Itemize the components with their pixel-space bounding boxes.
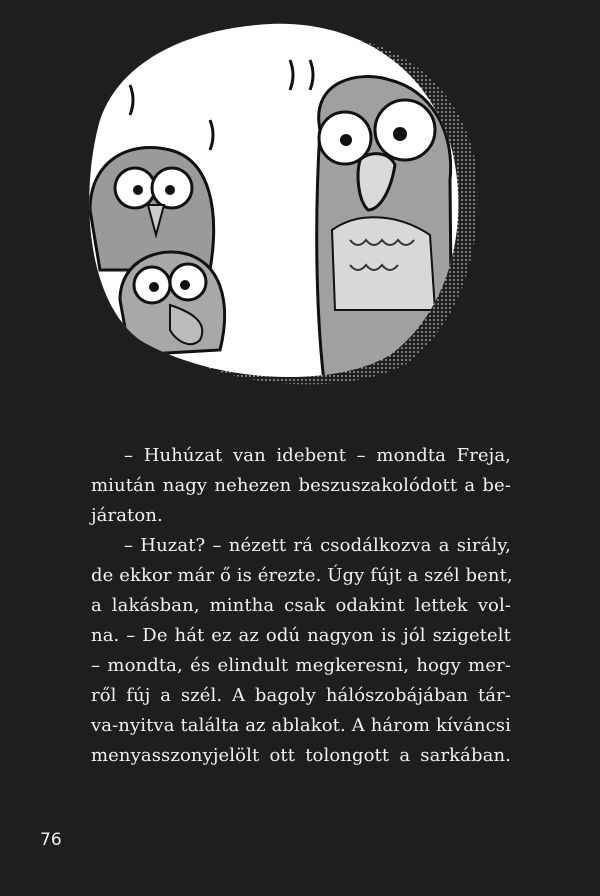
text-line: a lakásban, mintha csak odakint lettek vol- [91, 595, 511, 616]
owl-left-top [90, 148, 214, 271]
text-line: va-nyitva találta az ablakot. A három kíváncsi [91, 715, 511, 736]
text-line: ről fúj a szél. A bagoly hálószobájában tár- [91, 685, 511, 706]
text-line: – mondta, és elindult megkeresni, hogy mer- [91, 655, 511, 676]
page-number: 76 [40, 830, 62, 850]
text-line: de ekkor már ő is érezte. Úgy fújt a szél bent, [91, 565, 513, 586]
owl-right [317, 77, 452, 390]
text-line: – Huhúzat van idebent – mondta Freja, [124, 445, 511, 466]
text-line: – Huzat? – nézett rá csodálkozva a sirály, [124, 535, 511, 556]
body-text [91, 441, 511, 771]
text-line: járaton. [91, 505, 163, 526]
owl-left-bottom [120, 252, 225, 355]
text-line: miután nagy nehezen beszuszakolódott a be- [91, 475, 511, 496]
text-line: na. – De hát ez az odú nagyon is jól szigetelt [91, 625, 511, 646]
owls-window-illustration [60, 10, 480, 390]
text-line: menyasszonyjelölt ott tolongott a sarkában. [91, 745, 511, 766]
